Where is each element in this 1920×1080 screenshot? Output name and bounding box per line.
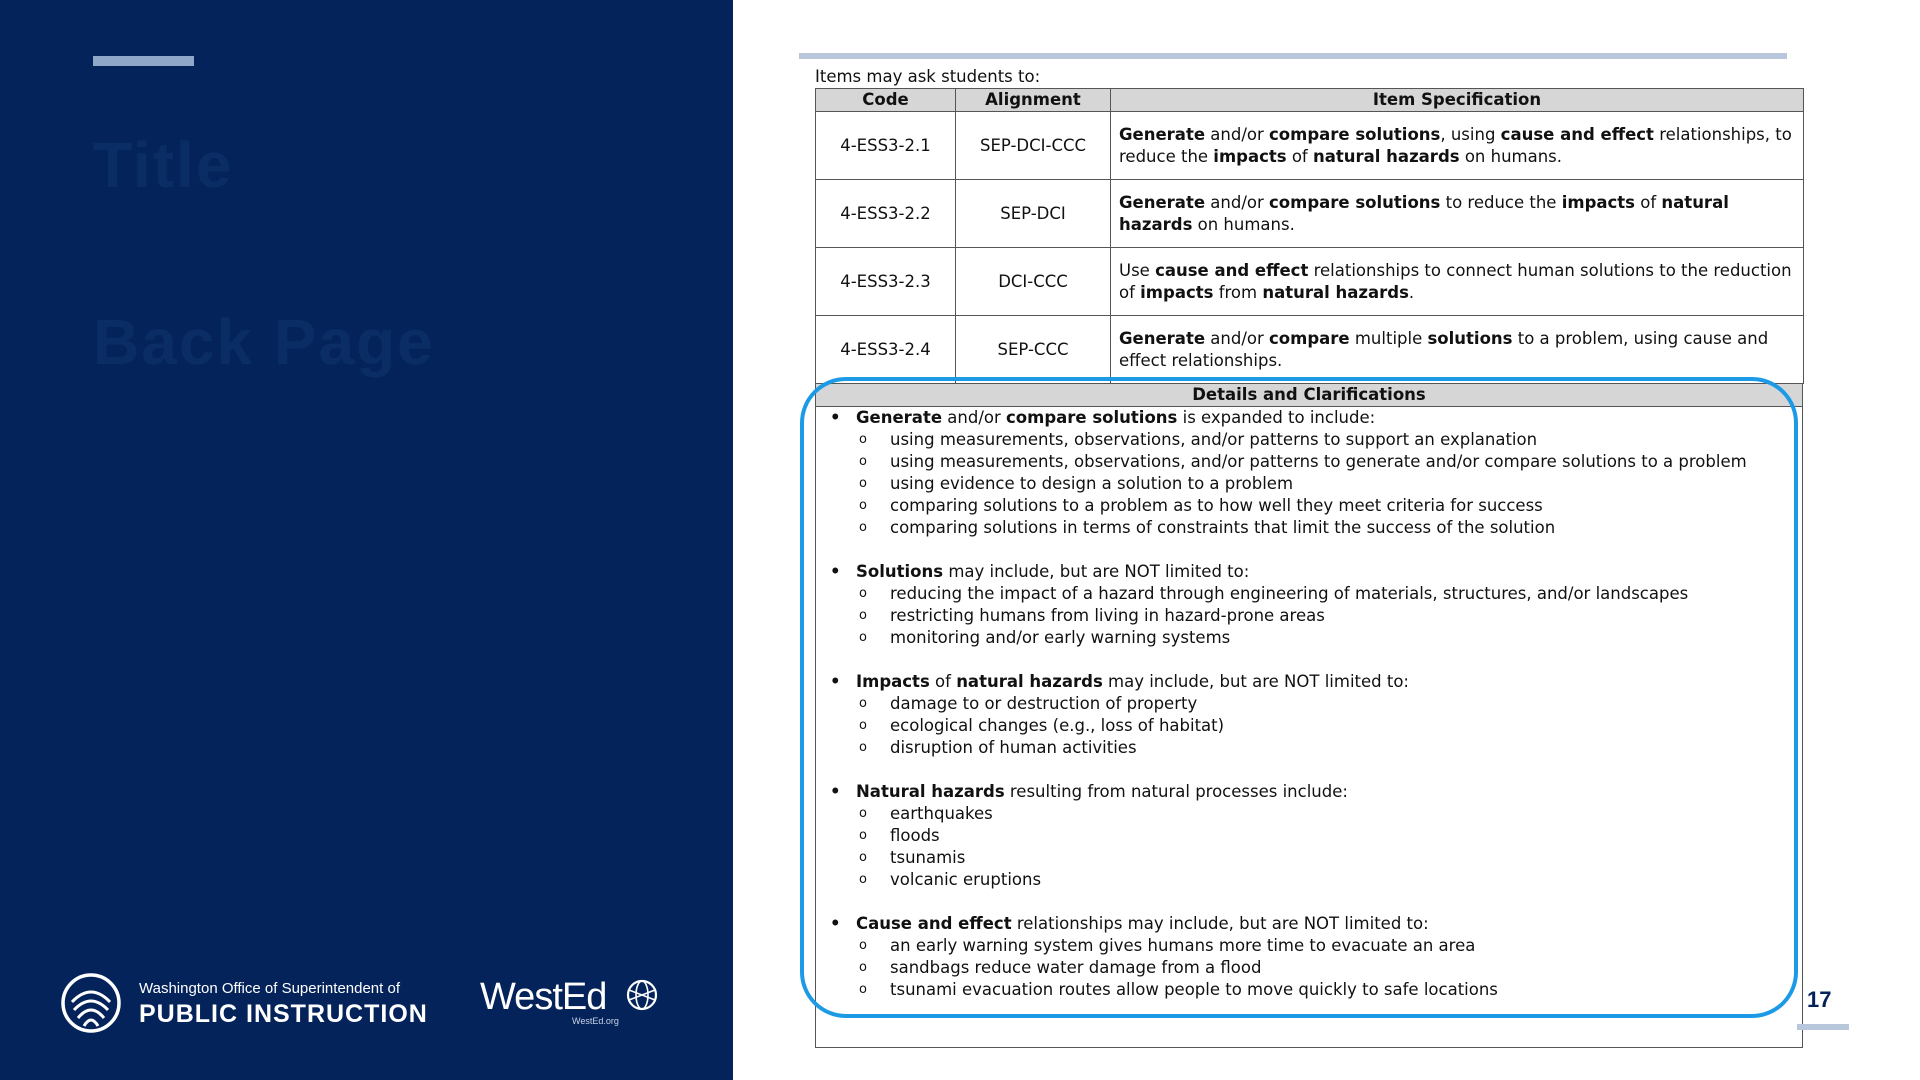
text-run: and/or (942, 408, 1007, 427)
list-item: o disruption of human activities (816, 737, 1802, 759)
bold-text: impacts (1140, 282, 1214, 302)
list-item: o monitoring and/or early warning systems (816, 627, 1802, 649)
spec-cell (1111, 316, 1804, 384)
text-run: is expanded to include: (1177, 408, 1376, 427)
text-run: of (929, 672, 957, 691)
code-cell: 4-ESS3-2.1 (816, 112, 956, 180)
text-run: multiple (1349, 328, 1428, 348)
text-run: and/or (1205, 124, 1270, 144)
bold-text: compare solutions (1006, 408, 1178, 427)
header-spec: Item Specification (1111, 89, 1804, 112)
intro-text: Items may ask students to: (815, 67, 1041, 86)
bold-text: natural hazards (1313, 146, 1460, 166)
bold-text: compare solutions (1269, 124, 1441, 144)
text-run: may include, but are NOT limited to: (943, 562, 1250, 581)
header-alignment: Alignment (956, 89, 1111, 112)
alignment-cell: SEP-DCI (956, 180, 1111, 248)
spec-cell (1111, 248, 1804, 316)
bold-text: cause and effect (1155, 260, 1309, 280)
wested-logo-text: WestEd (480, 976, 607, 1018)
text-run: to reduce the (1440, 192, 1562, 212)
list-item: o floods (816, 825, 1802, 847)
text-run: on humans. (1192, 214, 1295, 234)
code-cell: 4-ESS3-2.4 (816, 316, 956, 384)
highlight-outline (800, 377, 1798, 1018)
list-item: o damage to or destruction of property (816, 693, 1802, 715)
wested-url: WestEd.org (572, 1016, 619, 1026)
list-item: o using measurements, observations, and/or patterns to support an explanation (816, 429, 1802, 451)
text-run: and/or (1205, 328, 1270, 348)
header-code: Code (816, 89, 956, 112)
text-run: on humans. (1459, 146, 1563, 166)
left-panel (0, 0, 733, 1080)
bold-text: Generate (1119, 192, 1206, 212)
alignment-cell: DCI-CCC (956, 248, 1111, 316)
bold-text: Solutions (856, 562, 944, 581)
bold-text: Cause and effect (856, 914, 1012, 933)
text-run: to a problem, using cause and effect relationships. (1119, 328, 1769, 370)
text-run: relationships may include, but are NOT limited to: (1011, 914, 1429, 933)
footer-logos (60, 972, 680, 1036)
bold-text: solutions (1427, 328, 1513, 348)
page-rule (1797, 1024, 1849, 1030)
code-cell: 4-ESS3-2.2 (816, 180, 956, 248)
text-run: may include, but are NOT limited to: (1102, 672, 1409, 691)
top-rule (799, 53, 1787, 59)
text-run: of (1286, 146, 1313, 166)
header-row (816, 89, 1804, 112)
list-item: o restricting humans from living in hazard-prone areas (816, 605, 1802, 627)
text-run: Use (1119, 260, 1156, 280)
list-item: o comparing solutions to a problem as to how well they meet criteria for success (816, 495, 1802, 517)
code-cell: 4-ESS3-2.3 (816, 248, 956, 316)
table-row (816, 180, 1804, 248)
ghost-title: Title (93, 129, 234, 201)
bold-text: impacts (1561, 192, 1636, 212)
text-run: from (1213, 282, 1263, 302)
text-run: of (1635, 192, 1662, 212)
bold-text: Generate (1119, 124, 1206, 144)
page-number: 17 (1807, 987, 1832, 1012)
text-run: and/or (1205, 192, 1270, 212)
globe-icon (625, 978, 659, 1012)
bold-text: compare solutions (1269, 192, 1441, 212)
text-run: relationships to connect human solutions to the reduction of (1119, 260, 1792, 302)
bold-text: Impacts (856, 672, 930, 691)
bold-text: Generate (1119, 328, 1206, 348)
bold-text: compare (1269, 328, 1350, 348)
list-item: o using measurements, observations, and/or patterns to generate and/or compare solutions to a problem (816, 451, 1802, 473)
list-item: o reducing the impact of a hazard through engineering of materials, structures, and/or landscapes (816, 583, 1802, 605)
accent-bar (93, 56, 194, 66)
spec-cell (1111, 112, 1804, 180)
list-item: o ecological changes (e.g., loss of habitat) (816, 715, 1802, 737)
bold-text: Natural hazards (856, 782, 1005, 801)
ospi-name: Washington Office of Superintendent of (139, 980, 400, 997)
alignment-cell: SEP-DCI-CCC (956, 112, 1111, 180)
alignment-cell: SEP-CCC (956, 316, 1111, 384)
bold-text: Generate (856, 408, 943, 427)
text-run: . (1408, 282, 1415, 302)
list-item: o using evidence to design a solution to a problem (816, 473, 1802, 495)
list-item: o tsunamis (816, 847, 1802, 869)
list-item: o sandbags reduce water damage from a flood (816, 957, 1802, 979)
bold-text: impacts (1213, 146, 1287, 166)
spec-cell (1111, 180, 1804, 248)
table-row (816, 316, 1804, 384)
bold-text: natural hazards (1119, 192, 1729, 234)
list-item: o volcanic eruptions (816, 869, 1802, 891)
text-run: resulting from natural processes include: (1004, 782, 1348, 801)
spec-table (815, 88, 1804, 384)
ospi-name-bold: PUBLIC INSTRUCTION (139, 1000, 428, 1028)
text-run: relationships, to reduce the (1119, 124, 1792, 166)
list-item: o an early warning system gives humans more time to evacuate an area (816, 935, 1802, 957)
text-run: , using (1440, 124, 1501, 144)
list-item: o comparing solutions in terms of constraints that limit the success of the solution (816, 517, 1802, 539)
ghost-subtitle: Back Page (93, 306, 435, 378)
bold-text: natural hazards (1262, 282, 1409, 302)
details-title: Details and Clarifications (816, 384, 1802, 407)
list-item: o earthquakes (816, 803, 1802, 825)
bold-text: cause and effect (1500, 124, 1654, 144)
table-row (816, 112, 1804, 180)
ospi-emblem-icon (60, 972, 122, 1034)
bold-text: natural hazards (956, 672, 1103, 691)
list-item: o tsunami evacuation routes allow people to move quickly to safe locations (816, 979, 1802, 1001)
table-row (816, 248, 1804, 316)
